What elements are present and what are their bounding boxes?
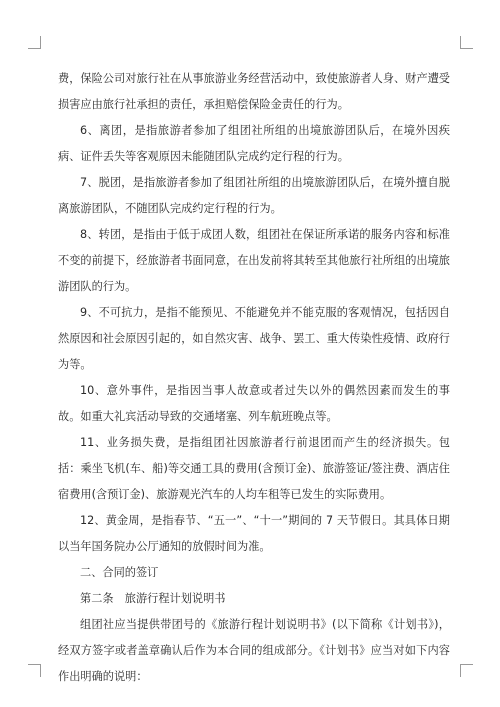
paragraph-accident: 10、意外事件，是指因当事人故意或者过失以外的偶然因素而发生的事故。如重大礼宾活动导致的交通堵塞、列车航班晚点等。 bbox=[58, 384, 450, 423]
crop-mark-top-right bbox=[460, 36, 473, 49]
crop-mark-top-left bbox=[28, 36, 41, 49]
paragraph-abandon-group: 7、脱团，是指旅游者参加了组团社所组的出境旅游团队后，在境外擅自脱离旅游团队，不随团队完成约定行程的行为。 bbox=[58, 176, 450, 215]
crop-mark-bottom-right bbox=[460, 664, 473, 677]
paragraph-transfer-group: 8、转团，是指由于低于成团人数，组团社在保证所承诺的服务内容和标准不变的前提下，经旅游者书面同意，在出发前将其转至其他旅行社所组的出境旅游团队的行为。 bbox=[58, 228, 450, 293]
section-heading-contract-signing: 二、合同的签订 bbox=[80, 566, 159, 579]
crop-mark-bottom-left bbox=[28, 664, 41, 677]
paragraph-golden-week: 12、黄金周，是指春节、“五一”、“十一”期间的 7 天节假日。其具体日期以当年国务院办公厅通知的放假时间为准。 bbox=[58, 514, 450, 553]
paragraph-itinerary-plan: 组团社应当提供带团号的《旅游行程计划说明书》(以下简称《计划书》)，经双方签字或者盖章确认后作为本合同的组成部分。《计划书》应当对如下内容作出明确的说明： bbox=[58, 618, 450, 683]
paragraph-business-loss: 11、业务损失费，是指组团社因旅游者行前退团而产生的经济损失。包括：乘坐飞机(车、船)等交通工具的费用(含预订金)、旅游签证/签注费、酒店住宿费用(含预订金)、旅游观光汽车的人均车租等已发生的实际费用。 bbox=[58, 436, 450, 501]
paragraph-leave-group: 6、离团，是指旅游者参加了组团社所组的出境旅游团队后，在境外因疾病、证件丢失等客观原因未能随团队完成约定行程的行为。 bbox=[58, 124, 450, 163]
paragraph-force-majeure: 9、不可抗力，是指不能预见、不能避免并不能克服的客观情况，包括因自然原因和社会原因引起的，如自然灾害、战争、罢工、重大传染性疫情、政府行为等。 bbox=[58, 306, 450, 371]
article-heading-itinerary: 第二条 旅游行程计划说明书 bbox=[80, 592, 226, 605]
paragraph-continued-insurance: 费，保险公司对旅行社在从事旅游业务经营活动中，致使旅游者人身、财产遭受损害应由旅行社承担的责任，承担赔偿保险金责任的行为。 bbox=[58, 72, 450, 111]
document-body bbox=[58, 66, 450, 690]
